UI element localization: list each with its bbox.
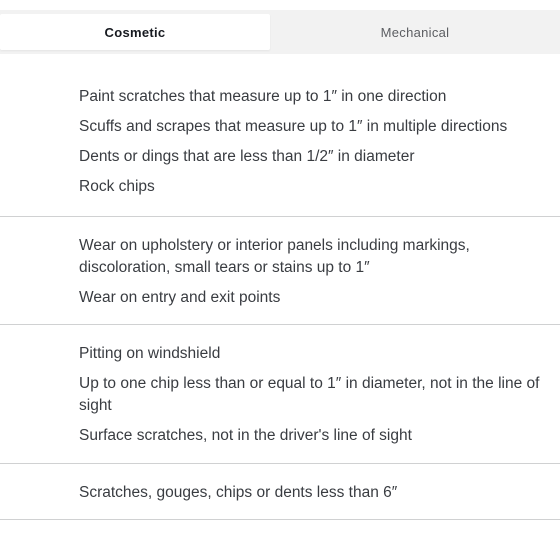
list-item: Scratches, gouges, chips or dents less than 6″ [79, 484, 398, 501]
list-item: Rock chips [79, 178, 155, 195]
exterior-section [0, 54, 560, 217]
list-item: Wear on entry and exit points [79, 289, 281, 306]
list-item: Scuffs and scrapes that measure up to 1″ in multiple directions [79, 118, 508, 135]
list-item: Dents or dings that are less than 1/2″ in diameter [79, 148, 415, 165]
list-item: Wear on upholstery or interior panels including markings, discoloration, small tears or stains up to 1″ [79, 237, 470, 276]
tab-cosmetic[interactable]: Cosmetic [0, 14, 270, 50]
list-item: Up to one chip less than or equal to 1″ in diameter, not in the line of sight [79, 375, 540, 414]
tab-mechanical[interactable]: Mechanical [380, 24, 450, 40]
interior-section [0, 217, 560, 325]
condition-tabs [0, 10, 560, 54]
list-item: Surface scratches, not in the driver's line of sight [79, 427, 412, 444]
list-item: Pitting on windshield [79, 345, 221, 362]
wheels-section [0, 464, 560, 520]
list-item: Paint scratches that measure up to 1″ in one direction [79, 88, 447, 105]
glass-section [0, 325, 560, 464]
cosmetic-criteria-list [0, 54, 560, 520]
